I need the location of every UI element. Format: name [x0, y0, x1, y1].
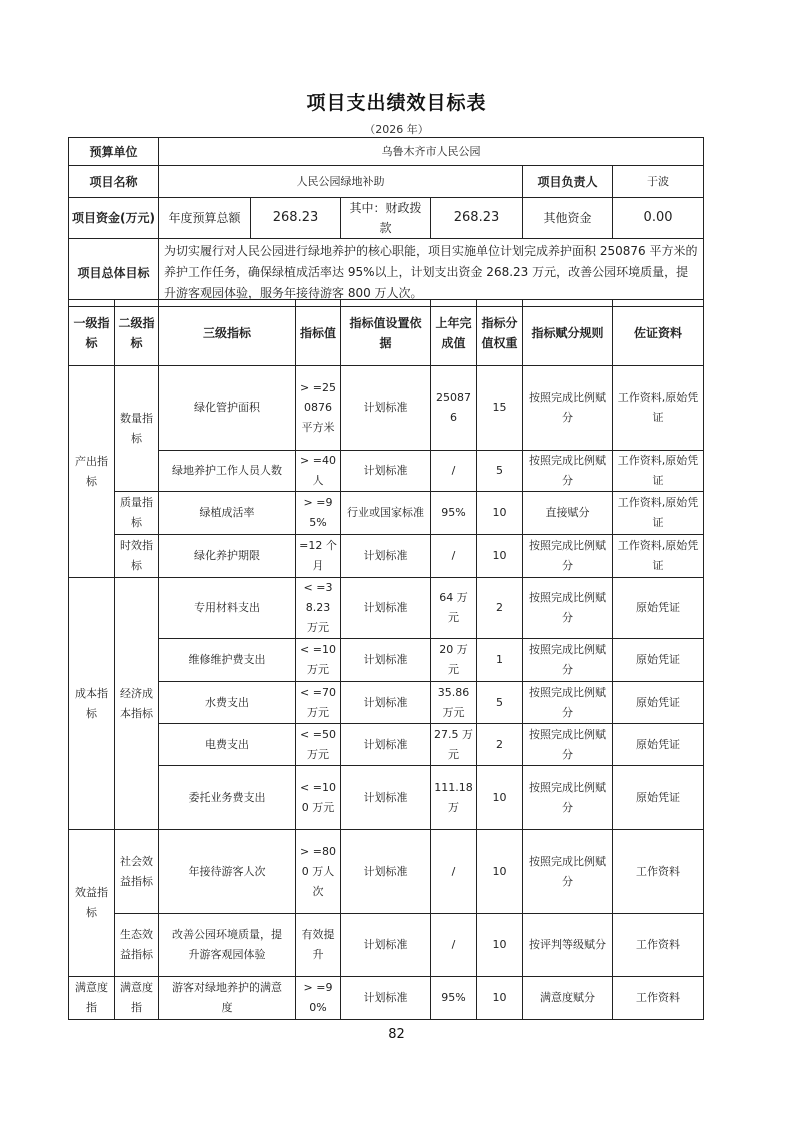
- table-row: [69, 682, 704, 724]
- project-name-label: 项目名称: [69, 166, 159, 198]
- other-funds-label: 其他资金: [523, 198, 613, 239]
- value-basis: 计划标准: [341, 830, 431, 914]
- scoring-rule: 按照完成比例赋分: [523, 535, 613, 578]
- weight: 10: [477, 914, 523, 977]
- value-basis: 计划标准: [341, 366, 431, 451]
- owner-value: 于波: [613, 166, 704, 198]
- evidence: 工作资料,原始凭证: [613, 492, 704, 535]
- weight: 2: [477, 724, 523, 766]
- indicator-value: < =70 万元: [296, 682, 341, 724]
- value-basis: 计划标准: [341, 914, 431, 977]
- value-basis: 计划标准: [341, 682, 431, 724]
- table-row: [69, 578, 704, 639]
- owner-label: 项目负责人: [523, 166, 613, 198]
- evidence: 工作资料: [613, 977, 704, 1020]
- table-row: [69, 830, 704, 914]
- level2-indicator: 社会效益指标: [115, 830, 159, 914]
- indicator-value: < =50 万元: [296, 724, 341, 766]
- unit-value: 乌鲁木齐市人民公园: [159, 138, 704, 166]
- level3-indicator: 年接待游客人次: [159, 830, 296, 914]
- level1-indicator: 成本指标: [69, 578, 115, 830]
- indicator-value: 有效提升: [296, 914, 341, 977]
- table-row: [69, 535, 704, 578]
- level3-indicator: 维修维护费支出: [159, 639, 296, 682]
- level1-indicator: 效益指标: [69, 830, 115, 977]
- value-basis: 行业或国家标准: [341, 492, 431, 535]
- value-basis: 计划标准: [341, 451, 431, 492]
- evidence: 原始凭证: [613, 766, 704, 830]
- value-basis: 计划标准: [341, 578, 431, 639]
- level3-indicator: 委托业务费支出: [159, 766, 296, 830]
- scoring-rule: 按照完成比例赋分: [523, 366, 613, 451]
- indicator-value: > =90%: [296, 977, 341, 1020]
- level3-indicator: 专用材料支出: [159, 578, 296, 639]
- weight: 15: [477, 366, 523, 451]
- level2-indicator: 满意度指: [115, 977, 159, 1020]
- evidence: 工作资料,原始凭证: [613, 451, 704, 492]
- last-year-value: /: [431, 914, 477, 977]
- indicator-value: > =800 万人次: [296, 830, 341, 914]
- level2-indicator: 数量指标: [115, 366, 159, 492]
- project-name-value: 人民公园绿地补助: [159, 166, 523, 198]
- weight: 10: [477, 766, 523, 830]
- scoring-rule: 按照完成比例赋分: [523, 451, 613, 492]
- indicator-value: < =10 万元: [296, 639, 341, 682]
- level2-indicator: 时效指标: [115, 535, 159, 578]
- value-basis: 计划标准: [341, 977, 431, 1020]
- value-basis: 计划标准: [341, 639, 431, 682]
- table-row: [69, 366, 704, 451]
- indicator-value: > =40 人: [296, 451, 341, 492]
- evidence: 原始凭证: [613, 578, 704, 639]
- scoring-rule: 按照完成比例赋分: [523, 639, 613, 682]
- weight: 10: [477, 492, 523, 535]
- level2-indicator: 经济成本指标: [115, 578, 159, 830]
- scoring-rule: 按照完成比例赋分: [523, 682, 613, 724]
- year-subtitle: （2026 年）: [364, 123, 429, 136]
- indicator-table: [68, 299, 704, 1020]
- last-year-value: /: [431, 830, 477, 914]
- last-year-value: 250876: [431, 366, 477, 451]
- column-header: 指标分值权重: [477, 300, 523, 366]
- scoring-rule: 满意度赋分: [523, 977, 613, 1020]
- table-row: [69, 977, 704, 1020]
- scoring-rule: 按照完成比例赋分: [523, 724, 613, 766]
- evidence: 原始凭证: [613, 724, 704, 766]
- evidence: 工作资料,原始凭证: [613, 366, 704, 451]
- fiscal-value: 268.23: [431, 198, 523, 239]
- evidence: 工作资料: [613, 914, 704, 977]
- value-basis: 计划标准: [341, 766, 431, 830]
- last-year-value: 111.18 万: [431, 766, 477, 830]
- goal-value: 为切实履行对人民公园进行绿地养护的核心职能，项目实施单位计划完成养护面积 250876 平方米的养护工作任务，确保绿植成活率达 95%以上，计划支出资金 268.23 万元，改善公园环境质量，提升游客观园体验，服务年接待游客 800 万人次。: [159, 239, 704, 307]
- evidence: 原始凭证: [613, 682, 704, 724]
- weight: 5: [477, 682, 523, 724]
- last-year-value: 27.5 万元: [431, 724, 477, 766]
- level2-indicator: 质量指标: [115, 492, 159, 535]
- evidence: 工作资料,原始凭证: [613, 535, 704, 578]
- scoring-rule: 直接赋分: [523, 492, 613, 535]
- value-basis: 计划标准: [341, 535, 431, 578]
- last-year-value: /: [431, 451, 477, 492]
- last-year-value: 35.86 万元: [431, 682, 477, 724]
- column-header: 佐证资料: [613, 300, 704, 366]
- table-row: [69, 724, 704, 766]
- weight: 1: [477, 639, 523, 682]
- level3-indicator: 水费支出: [159, 682, 296, 724]
- indicator-value: < =100 万元: [296, 766, 341, 830]
- level3-indicator: 绿植成活率: [159, 492, 296, 535]
- column-header: 三级指标: [159, 300, 296, 366]
- column-header: 二级指标: [115, 300, 159, 366]
- evidence: 原始凭证: [613, 639, 704, 682]
- annual-budget-label: 年度预算总额: [159, 198, 251, 239]
- last-year-value: 95%: [431, 492, 477, 535]
- table-row: [69, 492, 704, 535]
- project-info-table: [68, 137, 704, 307]
- last-year-value: 64 万元: [431, 578, 477, 639]
- column-header: 上年完成值: [431, 300, 477, 366]
- column-header: 指标值设置依据: [341, 300, 431, 366]
- indicator-value: > =250876 平方米: [296, 366, 341, 451]
- level1-indicator: 产出指标: [69, 366, 115, 578]
- level2-indicator: 生态效益指标: [115, 914, 159, 977]
- evidence: 工作资料: [613, 830, 704, 914]
- table-row: [69, 914, 704, 977]
- goal-label: 项目总体目标: [69, 239, 159, 307]
- annual-budget-value: 268.23: [251, 198, 341, 239]
- unit-label: 预算单位: [69, 138, 159, 166]
- level3-indicator: 绿地养护工作人员人数: [159, 451, 296, 492]
- column-header: 指标值: [296, 300, 341, 366]
- fiscal-label: 其中：财政拨款: [341, 198, 431, 239]
- weight: 10: [477, 830, 523, 914]
- column-header: 指标赋分规则: [523, 300, 613, 366]
- level3-indicator: 游客对绿地养护的满意度: [159, 977, 296, 1020]
- last-year-value: /: [431, 535, 477, 578]
- table-row: [69, 766, 704, 830]
- indicator-value: =12 个月: [296, 535, 341, 578]
- last-year-value: 20 万元: [431, 639, 477, 682]
- other-funds-value: 0.00: [613, 198, 704, 239]
- weight: 10: [477, 535, 523, 578]
- scoring-rule: 按照完成比例赋分: [523, 578, 613, 639]
- weight: 10: [477, 977, 523, 1020]
- funds-label: 项目资金(万元): [69, 198, 159, 239]
- level3-indicator: 绿化养护期限: [159, 535, 296, 578]
- last-year-value: 95%: [431, 977, 477, 1020]
- level3-indicator: 电费支出: [159, 724, 296, 766]
- page-title: 项目支出绩效目标表: [306, 92, 487, 114]
- scoring-rule: 按照完成比例赋分: [523, 830, 613, 914]
- indicator-value: < =38.23 万元: [296, 578, 341, 639]
- weight: 5: [477, 451, 523, 492]
- table-row: [69, 451, 704, 492]
- level3-indicator: 绿化管护面积: [159, 366, 296, 451]
- scoring-rule: 按评判等级赋分: [523, 914, 613, 977]
- value-basis: 计划标准: [341, 724, 431, 766]
- level3-indicator: 改善公园环境质量，提升游客观园体验: [159, 914, 296, 977]
- indicator-value: > =95%: [296, 492, 341, 535]
- page-number: 82: [388, 1027, 405, 1042]
- header-row: [69, 300, 704, 366]
- level1-indicator: 满意度指: [69, 977, 115, 1020]
- column-header: 一级指标: [69, 300, 115, 366]
- scoring-rule: 按照完成比例赋分: [523, 766, 613, 830]
- table-row: [69, 639, 704, 682]
- weight: 2: [477, 578, 523, 639]
